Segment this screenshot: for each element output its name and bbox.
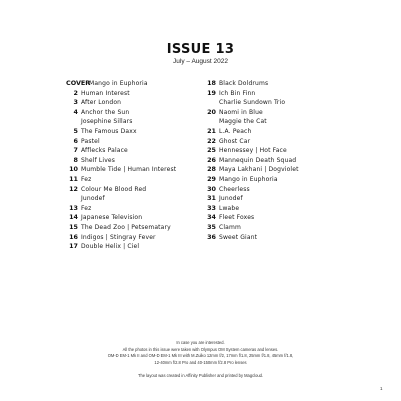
toc-entry-label: Japanese Television (81, 214, 143, 222)
toc-page-number: 18 (207, 79, 216, 87)
toc-left-column (58, 79, 208, 252)
toc-page-number: 12 (69, 184, 78, 193)
toc-entry (58, 242, 208, 252)
toc-entry-label: Sweet Giant (219, 233, 258, 241)
toc-page-number: 3 (73, 98, 78, 107)
footer-intro: In case you are interested. (176, 340, 225, 345)
toc-page-number: 16 (69, 232, 78, 241)
toc-page-number: 22 (207, 136, 216, 145)
toc-page-number: 19 (207, 88, 216, 97)
toc-page-number: 13 (69, 203, 78, 212)
toc-entry-label: Human Interest (81, 89, 130, 97)
toc-entry-label: Afflecks Palace (81, 147, 128, 155)
toc-entry-label: Fez (81, 204, 92, 212)
toc-page-number: 6 (73, 136, 78, 145)
toc-entry-label: After London (81, 99, 122, 107)
footer-lens-list: OM-D EM-1 Mk II and OM-D EM-1 Mk III with M.Zuiko 12mm f/2, 17mm f/1.8, 25mm f/1.8, 45mm f/1.8, (107, 353, 294, 358)
toc-entry (198, 127, 358, 137)
toc-entry-label: Pastel (81, 137, 100, 145)
toc-entry-label: Indigos | Stingray Fever (81, 233, 156, 241)
toc-entry (58, 108, 208, 118)
issue-title: ISSUE 13 (166, 42, 235, 57)
toc-page-number: 4 (73, 107, 78, 116)
toc-page-number: 14 (69, 213, 78, 222)
toc-entry-label: Lwabe (219, 204, 240, 212)
toc-page-number: 7 (73, 146, 78, 155)
toc-entry (198, 89, 358, 99)
toc-entry (198, 98, 358, 108)
toc-entry (58, 194, 208, 204)
toc-entry (58, 175, 208, 185)
toc-entry (58, 127, 208, 137)
toc-entry (58, 223, 208, 233)
toc-entry-label: Maya Lakhani | Dogviolet (219, 166, 299, 174)
toc-page-number: 21 (207, 126, 216, 135)
toc-entry (58, 79, 208, 89)
toc-page-number: 30 (207, 184, 216, 193)
toc-entry (198, 223, 358, 233)
toc-entry-label: Ich Bin Finn (219, 89, 256, 97)
toc-entry-label: Double Helix | Ciel (81, 243, 140, 251)
toc-entry (198, 146, 358, 156)
toc-entry-label: Fez (81, 175, 92, 183)
toc-entry (198, 204, 358, 214)
toc-entry (58, 185, 208, 195)
toc-entry (198, 137, 358, 147)
toc-page-number: 17 (69, 242, 78, 251)
toc-entry-label: Fleet Foxes (219, 214, 255, 222)
toc-entry (198, 175, 358, 185)
toc-entry (198, 117, 358, 127)
toc-entry (198, 156, 358, 166)
toc-entry (58, 137, 208, 147)
toc-entry (58, 156, 208, 166)
toc-entry (58, 165, 208, 175)
toc-right-column (198, 79, 358, 242)
toc-entry-label: Shelf Lives (81, 156, 116, 164)
footer-layout-credit: The layout was created in Affinity Publisher and printed by Magcloud. (137, 373, 264, 378)
toc-entry (198, 79, 358, 89)
toc-entry (198, 108, 358, 118)
toc-page-number: 5 (73, 126, 78, 135)
toc-entry (198, 233, 358, 243)
toc-entry-label: Mango in Euphoria (89, 80, 148, 87)
toc-page-number: 26 (207, 155, 216, 164)
toc-page-number: 33 (207, 203, 216, 212)
toc-entry-label: Ghost Car (219, 137, 251, 145)
toc-entry-label: The Famous Daxx (81, 127, 137, 135)
toc-entry-label: Anchor the Sun (81, 108, 130, 116)
toc-entry-label: Mannequin Death Squad (219, 156, 297, 164)
toc-entry-label: L.A. Peach (219, 127, 252, 135)
issue-date: July – August 2022 (173, 58, 228, 65)
toc-entry (198, 194, 358, 204)
toc-entry (198, 185, 358, 195)
toc-page-number: 31 (207, 194, 216, 203)
toc-entry-label: Josephine Sillars (81, 118, 133, 126)
toc-entry (198, 213, 358, 223)
toc-entry (58, 89, 208, 99)
toc-entry-label: Mango in Euphoria (219, 175, 278, 183)
toc-page-number: 8 (73, 155, 78, 164)
toc-entry-label: Black Doldrums (219, 80, 269, 87)
footer-camera-note: All the photos in this issue were taken with Olympus OM System cameras and lenses. (122, 346, 279, 352)
toc-page-number: COVER (66, 79, 91, 87)
toc-entry-label: Hennessey | Hot Face (219, 147, 287, 155)
toc-entry (58, 146, 208, 156)
toc-entry-label: Junodef (219, 195, 243, 203)
toc-entry-label: The Dead Zoo | Petsematary (81, 223, 171, 231)
toc-entry-label: Clamm (219, 223, 241, 231)
toc-page-number: 20 (207, 107, 216, 116)
toc-entry (58, 204, 208, 214)
toc-entry (198, 165, 358, 175)
toc-entry-label: Naomi in Blue (219, 108, 263, 116)
toc-page-number: 36 (207, 232, 216, 241)
toc-entry-label: Cheerless (219, 185, 250, 193)
toc-page-number: 15 (69, 222, 78, 231)
toc-page-number: 29 (207, 174, 216, 183)
toc-entry-label: Mumble Tide | Human Interest (81, 166, 177, 174)
toc-entry (58, 233, 208, 243)
toc-entry-label: Junodef (81, 195, 105, 203)
toc-entry (58, 98, 208, 108)
toc-page-number: 28 (207, 165, 216, 174)
toc-page-number: 25 (207, 146, 216, 155)
footer-lens-list-cont: 12-40mm f/2.8 Pro and 40-150mm f/2.8 Pro lenses (154, 359, 247, 365)
toc-entry (58, 213, 208, 223)
page-number: 1 (380, 386, 383, 391)
toc-entry (58, 117, 208, 127)
toc-page-number: 34 (207, 213, 216, 222)
toc-entry-label: Maggie the Cat (219, 118, 267, 126)
toc-page-number: 10 (69, 165, 78, 174)
toc-page-number: 11 (69, 174, 78, 183)
toc-page-number: 35 (207, 222, 216, 231)
toc-entry-label: Colour Me Blood Red (81, 185, 147, 193)
toc-entry-label: Charlie Sundown Trio (219, 99, 286, 107)
toc-page-number: 2 (73, 88, 78, 97)
